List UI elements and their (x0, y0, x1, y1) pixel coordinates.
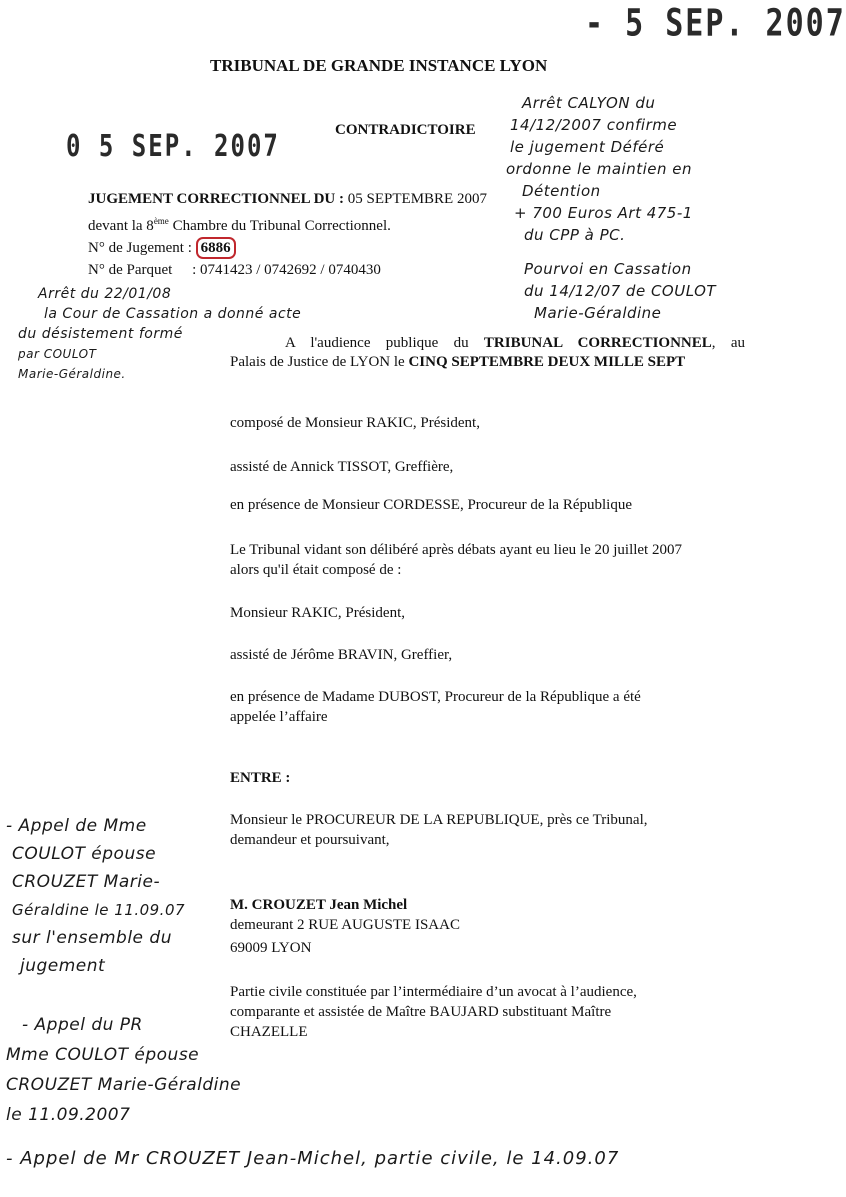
hw-line: COULOT épouse (12, 844, 157, 864)
chamber-line (88, 210, 487, 237)
palais-prefix: Palais de Justice de LYON le (230, 354, 405, 370)
hw-line: CROUZET Marie-Géraldine (6, 1075, 242, 1095)
audience-date-words: CINQ SEPTEMBRE DEUX MILLE SEPT (408, 354, 686, 370)
chamber-suffix: Chambre du Tribunal Correctionnel. (172, 218, 391, 234)
hw-line: - Appel du PR (22, 1015, 143, 1035)
parquet-line (88, 259, 487, 281)
hw-line: Détention (522, 182, 601, 200)
party-address-2: 69009 LYON (230, 940, 312, 956)
judgment-date: 05 SEPTEMBRE 2007 (347, 191, 487, 207)
handwritten-appel-pr (6, 1010, 241, 1130)
civil-line-1: Partie civile constituée par l’intermédiaire d’un avocat à l’audience, (230, 984, 637, 1000)
judgment-number-line (88, 237, 487, 259)
date-stamp-top: - 5 SEP. 2007 (585, 1, 846, 46)
hw-line: sur l'ensemble du (12, 928, 172, 948)
hw-line: Mme COULOT épouse (6, 1045, 200, 1065)
procureur-party-line-2: demandeur et poursuivant, (230, 832, 390, 848)
hw-line: Marie-Géraldine. (18, 367, 126, 381)
court-title: TRIBUNAL DE GRANDE INSTANCE LYON (210, 56, 548, 75)
procureur-line-1: en présence de Madame DUBOST, Procureur de la République a été (230, 689, 641, 705)
hw-line: Marie-Géraldine (534, 304, 662, 322)
contradictoire-label: CONTRADICTOIRE (335, 122, 476, 138)
hw-line: 14/12/2007 confirme (510, 116, 678, 134)
chamber-prefix: devant la 8 (88, 218, 154, 234)
hw-line: CROUZET Marie- (12, 872, 161, 892)
hw-line: le 11.09.2007 (6, 1105, 131, 1125)
audience-prefix: A l'audience publique du (285, 335, 469, 351)
greffier-line: assisté de Jérôme BRAVIN, Greffier, (230, 647, 453, 663)
presence-line: en présence de Monsieur CORDESSE, Procureur de la République (230, 497, 632, 513)
compose-line: composé de Monsieur RAKIC, Président, (230, 415, 480, 431)
hw-line: le jugement Déféré (510, 138, 665, 156)
tribunal-name: TRIBUNAL CORRECTIONNEL (483, 335, 712, 351)
hw-line: par COULOT (18, 347, 97, 361)
judgment-date-line (88, 188, 487, 210)
judgment-label: JUGEMENT CORRECTIONNEL DU : (88, 191, 345, 207)
civil-line-2: comparante et assistée de Maître BAUJARD substituant Maître (230, 1004, 612, 1020)
vidant-line-2: alors qu'il était composé de : (230, 562, 402, 578)
civil-line-3: CHAZELLE (230, 1024, 308, 1040)
judgment-number: 6886 (196, 237, 236, 259)
hw-line: Pourvoi en Cassation (524, 260, 692, 278)
hw-line: jugement (20, 956, 106, 976)
hw-line: + 700 Euros Art 475-1 (514, 204, 693, 222)
procureur-line-2: appelée l’affaire (230, 709, 328, 725)
handwritten-arret-calyon (506, 92, 693, 246)
chamber-sup: ème (153, 216, 169, 226)
audience-line-1 (285, 332, 745, 354)
entre-label: ENTRE : (230, 770, 291, 786)
judgment-number-label: N° de Jugement : (88, 240, 192, 256)
parquet-label: N° de Parquet (88, 262, 173, 278)
hw-line: ordonne le maintien en (506, 160, 692, 178)
handwritten-appel-crouzet: - Appel de Mr CROUZET Jean-Michel, partie civile, le 14.09.07 (6, 1148, 620, 1169)
hw-line: la Cour de Cassation a donné acte (44, 306, 302, 322)
date-stamp-left: 0 5 SEP. 2007 (66, 128, 280, 164)
hw-line: - Appel de Mme (6, 816, 147, 836)
hw-line: du CPP à PC. (524, 226, 626, 244)
procureur-party-line-1: Monsieur le PROCUREUR DE LA REPUBLIQUE, près ce Tribunal, (230, 812, 648, 828)
assiste-line: assisté de Annick TISSOT, Greffière, (230, 459, 454, 475)
audience-suffix: , au (711, 335, 745, 351)
handwritten-pourvoi (524, 258, 716, 324)
vidant-line-1: Le Tribunal vidant son délibéré après débats ayant eu lieu le 20 juillet 2007 (230, 542, 682, 558)
audience-line-2 (230, 354, 685, 371)
president-line: Monsieur RAKIC, Président, (230, 605, 405, 621)
parquet-values: : 0741423 / 0742692 / 0740430 (192, 262, 381, 278)
hw-line: du désistement formé (18, 326, 183, 342)
hw-line: du 14/12/07 de COULOT (524, 282, 717, 300)
hw-line: Arrêt CALYON du (522, 94, 656, 112)
audience-block (285, 332, 745, 354)
party-name: M. CROUZET Jean Michel (230, 897, 408, 913)
hw-line: Géraldine le 11.09.07 (12, 901, 186, 919)
handwritten-appel-coulot (6, 812, 185, 980)
party-address-1: demeurant 2 RUE AUGUSTE ISAAC (230, 917, 460, 933)
judgment-block (88, 188, 487, 281)
hw-line: Arrêt du 22/01/08 (38, 286, 172, 302)
